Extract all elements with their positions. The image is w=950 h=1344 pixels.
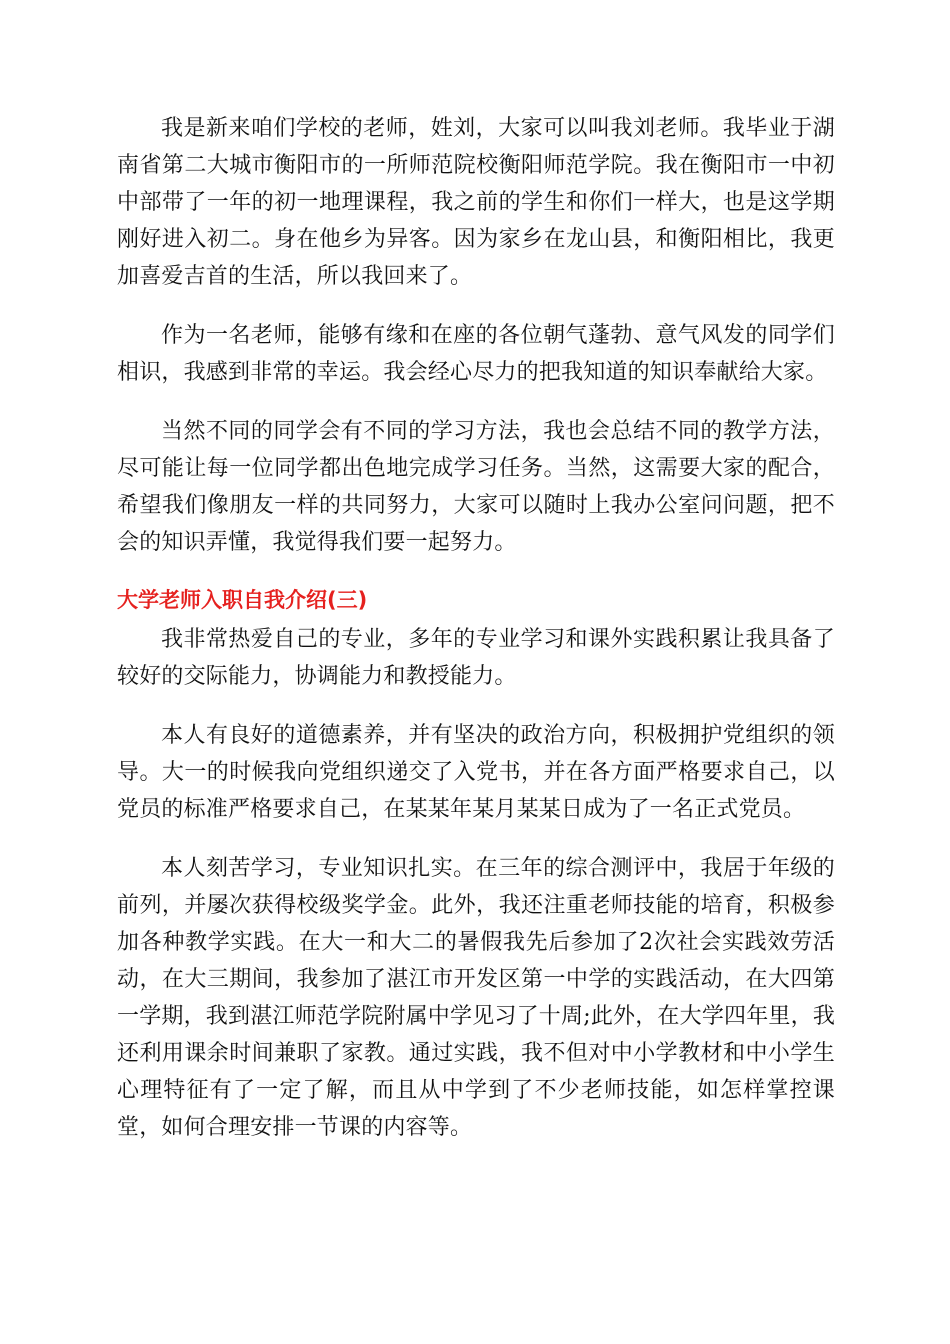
- paragraph-professional-skills: 我非常热爱自己的专业，多年的专业学习和课外实践积累让我具备了较好的交际能力，协调能力和教授能力。: [117, 627, 835, 689]
- paragraph-teaching-methods: 当然不同的同学会有不同的学习方法，我也会总结不同的教学方法，尽可能让每一位同学都出色地完成学习任务。当然，这需要大家的配合，希望我们像朋友一样的共同努力，大家可以随时上我办公室问问题，把不会的知识弄懂，我觉得我们要一起努力。: [117, 419, 835, 555]
- paragraph-intro: 我是新来咱们学校的老师，姓刘，大家可以叫我刘老师。我毕业于湖南省第二大城市衡阳市的一所师范院校衡阳师范学院。我在衡阳市一中初中部带了一年的初一地理课程，我之前的学生和你们一样大，也是这学期刚好进入初二。身在他乡为异客。因为家乡在龙山县，和衡阳相比，我更加喜爱吉首的生活，所以我回来了。: [117, 116, 835, 289]
- section-heading: 大学老师入职自我介绍(三): [117, 588, 368, 612]
- paragraph-gratitude: 作为一名老师，能够有缘和在座的各位朝气蓬勃、意气风发的同学们相识，我感到非常的幸运。我会经心尽力的把我知道的知识奉献给大家。: [117, 323, 835, 385]
- paragraph-study-practice: 本人刻苦学习，专业知识扎实。在三年的综合测评中，我居于年级的前列，并屡次获得校级奖学金。此外，我还注重老师技能的培育，积极参加各种教学实践。在大一和大二的暑假我先后参加了2次社会实践效劳活动，在大三期间，我参加了湛江市开发区第一中学的实践活动，在大四第一学期，我到湛江师范学院附属中学见习了十周;此外，在大学四年里，我还利用课余时间兼职了家教。通过实践，我不但对中小学教材和中小学生心理特征有了一定了解，而且从中学到了不少老师技能，如怎样掌控课堂，如何合理安排一节课的内容等。: [117, 856, 836, 1140]
- document-body: [117, 110, 835, 1168]
- paragraph-moral-character: 本人有良好的道德素养，并有坚决的政治方向，积极拥护党组织的领导。大一的时候我向党组织递交了入党书，并在各方面严格要求自己，以党员的标准严格要求自己，在某某年某月某某日成为了一名正式党员。: [117, 723, 835, 822]
